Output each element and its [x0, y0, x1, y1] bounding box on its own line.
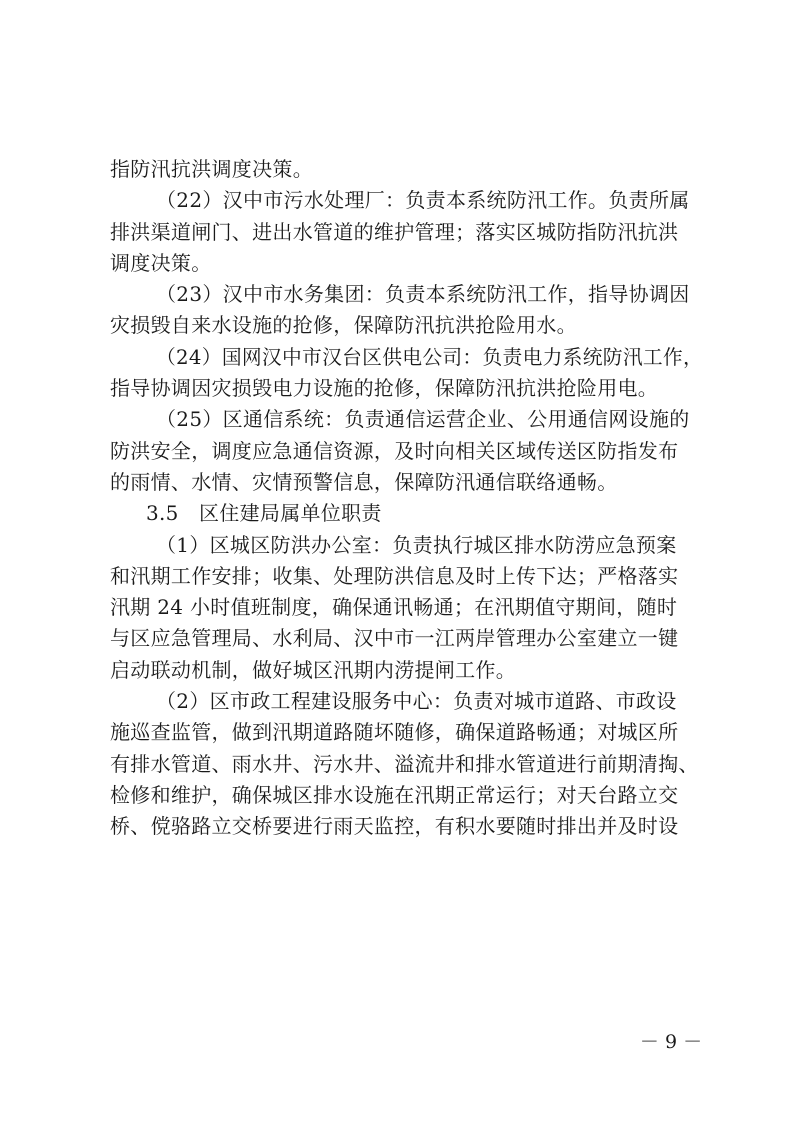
text-line: 指导协调因灾损毁电力设施的抢修，保障防汛抗洪抢险用电。	[110, 376, 659, 401]
paragraph-23-first-line: （23）汉中市水务集团：负责本系统防汛工作，指导协调因	[156, 282, 690, 307]
document-body	[110, 154, 706, 843]
text-line: 有排水管道、雨水井、污水井、溢流井和排水管道进行前期清掏、	[110, 751, 699, 776]
text-line: 汛期 24 小时值班制度，确保通讯畅通；在汛期值守期间，随时	[110, 595, 678, 620]
text-line: 调度决策。	[110, 250, 212, 275]
paragraph-1-first-line: （1）区城区防洪办公室：负责执行城区排水防涝应急预案	[156, 532, 677, 557]
paragraph-24-first-line: （24）国网汉中市汉台区供电公司：负责电力系统防汛工作，	[156, 345, 704, 369]
text-line: 桥、傥骆路立交桥要进行雨天监控，有积水要随时排出并及时设	[110, 814, 679, 839]
text-line: 启动联动机制，做好城区汛期内涝提闸工作。	[110, 657, 516, 682]
text-line: 检修和维护，确保城区排水设施在汛期正常运行；对天台路立交	[110, 782, 679, 807]
text-line: 与区应急管理局、水利局、汉中市一江两岸管理办公室建立一键	[110, 626, 679, 651]
text-line: 灾损毁自来水设施的抢修，保障防汛抗洪抢险用水。	[110, 313, 577, 338]
section-heading: 3.5 区住建局属单位职责	[146, 501, 382, 526]
paragraph-25-first-line: （25）区通信系统：负责通信运营企业、公用通信网设施的	[156, 407, 690, 432]
text-line: 防洪安全，调度应急通信资源，及时向相关区域传送区防指发布	[110, 438, 679, 463]
text-line: 排洪渠道闸门、进出水管道的维护管理；落实区城防指防汛抗洪	[110, 219, 679, 244]
paragraph-2-first-line: （2）区市政工程建设服务中心：负责对城市道路、市政设	[156, 689, 677, 714]
text-line: 施巡查监管，做到汛期道路随坏随修，确保道路畅通；对城区所	[110, 720, 679, 745]
text-line: 和汛期工作安排；收集、处理防洪信息及时上传下达；严格落实	[110, 563, 679, 588]
paragraph-22-first-line: （22）汉中市污水处理厂：负责本系统防汛工作。负责所属	[156, 188, 690, 213]
text-line: 指防汛抗洪调度决策。	[110, 157, 313, 181]
page-number: － 9 －	[639, 1031, 703, 1053]
text-line: 的雨情、水情、灾情预警信息，保障防汛通信联络通畅。	[110, 469, 618, 494]
